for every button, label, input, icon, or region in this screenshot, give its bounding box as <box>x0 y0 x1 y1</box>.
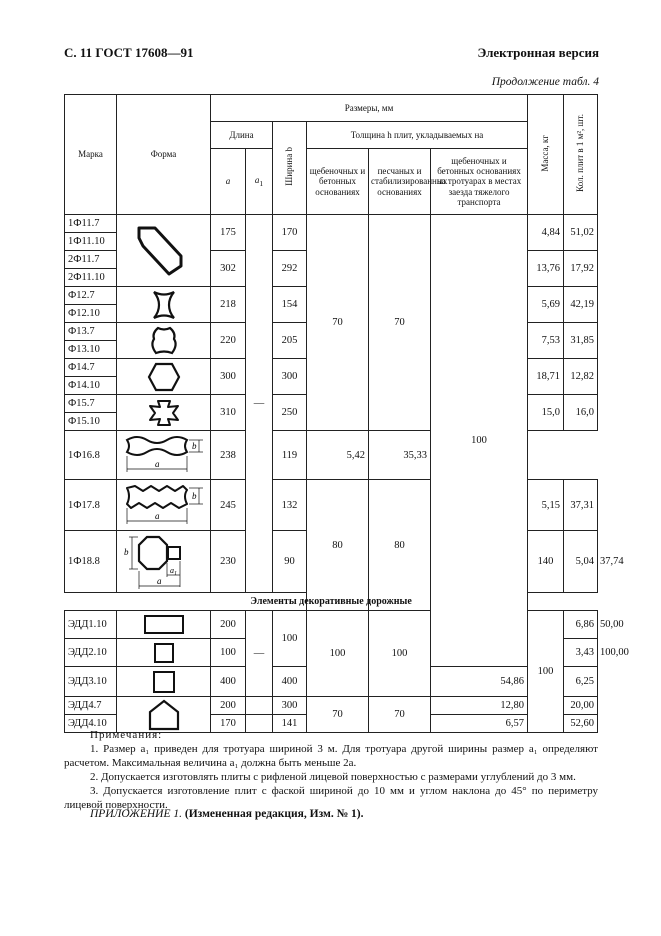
cell-h1: 100 <box>307 611 369 697</box>
shape-f18-figure <box>117 531 211 593</box>
edd3-square-icon <box>151 669 177 695</box>
cell-massa: 15,0 <box>528 395 564 431</box>
f14-hexagon-icon <box>144 361 184 393</box>
row-mark: Ф14.7 <box>65 359 117 377</box>
cell-kol: 42,19 <box>564 287 598 323</box>
header-kol: Кол. плит в 1 м², шт. <box>564 95 598 215</box>
cell-a1-dash: — <box>246 215 273 593</box>
cell-h1b: 70 <box>307 697 369 733</box>
row-mark: Ф12.7 <box>65 287 117 305</box>
cell-a: 302 <box>211 251 246 287</box>
row-mark: ЭДД3.10 <box>65 667 117 697</box>
cell-a1: 90 <box>273 531 307 593</box>
edd2-square-icon <box>152 641 176 665</box>
appendix-note <box>90 808 364 820</box>
header-shirina: Ширина b <box>273 122 307 215</box>
row-mark: Ф12.10 <box>65 305 117 323</box>
cell-massa: 12,80 <box>431 697 528 715</box>
cell-h1b: 80 <box>307 480 369 611</box>
dim-a1-label: $a_1$ <box>169 565 177 577</box>
f15-shape-icon <box>144 397 184 429</box>
section-title: Элементы декоративные дорожные <box>65 593 598 611</box>
row-mark: Ф13.7 <box>65 323 117 341</box>
cell-a: 200 <box>211 697 246 715</box>
dim-b-label: b <box>191 491 196 501</box>
cell-massa: 3,43 <box>564 639 598 667</box>
row-mark: ЭДД1.10 <box>65 611 117 639</box>
cell-kol: 31,85 <box>564 323 598 359</box>
dim-a-label: a <box>156 575 161 586</box>
header-shcheb-beton: щебеночных и бетонных основаниях <box>307 149 369 215</box>
cell-a: 170 <box>211 715 246 733</box>
cell-massa: 18,71 <box>528 359 564 395</box>
f11-shape-icon <box>129 220 199 282</box>
header-razmery: Размеры, мм <box>211 95 528 122</box>
header-shcheb-trotuar: щебеночных и бетонных основаниях на тротуарах в местах заезда тяжелого транспорта <box>431 149 528 215</box>
header-peschanye: песчаных и стабилизированных основаниях <box>369 149 431 215</box>
row-mark: ЭДД4.7 <box>65 697 117 715</box>
cell-a1-empty <box>246 697 273 715</box>
header-marka: Марка <box>65 95 117 215</box>
shape-edd3-figure <box>117 667 211 697</box>
cell-kol: 17,92 <box>564 251 598 287</box>
row-mark: Ф15.10 <box>65 413 117 431</box>
row-mark: Ф14.10 <box>65 377 117 395</box>
cell-massa: 6,57 <box>431 715 528 733</box>
dim-b-label: b <box>123 546 128 557</box>
cell-a: 200 <box>211 611 246 639</box>
table-continuation-label: Продолжение табл. 4 <box>491 76 599 88</box>
cell-a1-dash: — <box>246 611 273 697</box>
cell-b: 132 <box>273 480 307 531</box>
f18-octagon-shape-icon <box>121 533 207 591</box>
cell-a: 175 <box>211 215 246 251</box>
appendix-bold: (Измененная редакция, Изм. № 1). <box>184 808 364 820</box>
cell-massa: 5,69 <box>528 287 564 323</box>
notes-block <box>64 728 598 812</box>
notes-title: Примечания: <box>90 729 163 741</box>
cell-kol: 6,25 <box>564 667 598 697</box>
cell-a: 220 <box>211 323 246 359</box>
header-tolshchina: Толщина h плит, укладываемых на <box>307 122 528 149</box>
shape-edd1-figure <box>117 611 211 639</box>
cell-h3: 100 <box>528 611 564 733</box>
cell-a: 400 <box>211 667 246 697</box>
row-mark: ЭДД2.10 <box>65 639 117 667</box>
note-1: 1. Размер a₁ приведен для тротуара шириной 3 м. Для тротуара другой ширины размер a₁ определяют расчетом. Максимальная величина a₁ должна быть меньше 2a. <box>64 743 598 769</box>
shape-edd2-figure <box>117 639 211 667</box>
cell-massa: 5,04 <box>564 531 598 593</box>
cell-massa: 6,86 <box>564 611 598 639</box>
f17-shape-icon <box>121 482 207 528</box>
row-mark: 1Ф18.8 <box>65 531 117 593</box>
cell-h2: 100 <box>369 611 431 697</box>
dimensions-table: Марка Форма Размеры, мм Масса, кг Кол. плит в 1 м², шт. Длина Ширина b Толщина h плит, укладываемых на a $a_1$ щебеночных и бетонных основаниях песчаных и стабилизированных основаниях щебеночных и бетонных основаниях на тротуарах в местах заезда тяжелого транспорта 1Ф11.7 175 — 170 70 70 100 4,84 51,02 1Ф11.10 2Ф11.7 302 292 13,76 17,92 2Ф11.10 Ф12.7 218 154 5,69 42,19 Ф12.10 Ф13.7 220 205 7,53 31,85 Ф13.10 Ф14.7 300 300 18,71 12,82 Ф14.10 Ф15.7 310 250 15,0 16,0 Ф15.10 1Ф16.8 b a 238 119 5,42 35,33 1Ф17.8 b a 245 132 80 80 5,15 37,31 1Ф18.8 b $a_1$ a 230 90 140 5,04 37,74 Элементы декоративные дорожные ЭДД1.10 200 — 100 100 100 100 6,86 50,00 ЭДД2.10 100 3,43 100,00 ЭДД3.10 400 400 54,86 6,25 ЭДД4.7 200 300 70 70 12,80 20,00 ЭДД4.10 170 141 6,57 52,60 <box>64 94 598 733</box>
cell-b: 300 <box>273 697 307 715</box>
cell-a: 238 <box>211 431 246 480</box>
cell-kol: 16,0 <box>564 395 598 431</box>
dim-a-label: a <box>154 459 159 469</box>
cell-a: 218 <box>211 287 246 323</box>
note-3: 3. Допускается изготовление плит с фаской шириной до 10 мм и углом наклона до 45° по периметру лицевой поверхности. <box>64 785 598 811</box>
shape-f15-figure <box>117 395 211 431</box>
cell-b: 154 <box>273 287 307 323</box>
cell-kol: 52,60 <box>564 715 598 733</box>
cell-b: 170 <box>273 215 307 251</box>
shape-f11-figure <box>117 215 211 287</box>
edd4-pentagon-icon <box>144 698 184 732</box>
header-a: a <box>211 149 246 215</box>
edd1-rectangle-icon <box>141 613 187 637</box>
row-mark: 1Ф16.8 <box>65 431 117 480</box>
row-mark: ЭДД4.10 <box>65 715 117 733</box>
header-a1: $a_1$ <box>246 149 273 215</box>
note-2: 2. Допускается изготовлять плиты с рифленой лицевой поверхностью с размерами углублений до 3 мм. <box>90 771 576 783</box>
cell-h2b: 80 <box>369 480 431 611</box>
page-header-left: С. 11 ГОСТ 17608—91 <box>64 45 194 60</box>
cell-massa: 5,42 <box>307 431 369 480</box>
header-forma: Форма <box>117 95 211 215</box>
cell-b: 100 <box>273 611 307 667</box>
f13-shape-icon <box>144 325 184 357</box>
page-header-right: Электронная версия <box>477 45 599 60</box>
shape-f16-figure <box>117 431 211 480</box>
cell-b: 292 <box>273 251 307 287</box>
shape-f13-figure <box>117 323 211 359</box>
row-mark: 2Ф11.10 <box>65 269 117 287</box>
row-mark: 2Ф11.7 <box>65 251 117 269</box>
cell-h1: 70 <box>307 215 369 431</box>
cell-b: 400 <box>273 667 307 697</box>
cell-massa: 13,76 <box>528 251 564 287</box>
row-mark: Ф15.7 <box>65 395 117 413</box>
shape-f17-figure <box>117 480 211 531</box>
cell-massa: 5,15 <box>528 480 564 531</box>
cell-kol: 20,00 <box>564 697 598 715</box>
cell-b: 141 <box>273 715 307 733</box>
cell-massa: 54,86 <box>431 667 528 697</box>
shape-f12-figure <box>117 287 211 323</box>
cell-a: 245 <box>211 480 246 531</box>
cell-a: 300 <box>211 359 246 395</box>
shape-f14-figure <box>117 359 211 395</box>
cell-kol: 35,33 <box>369 431 431 480</box>
cell-a: 310 <box>211 395 246 431</box>
cell-massa: 7,53 <box>528 323 564 359</box>
f12-shape-icon <box>144 289 184 321</box>
appendix-italic: ПРИЛОЖЕНИЕ 1. <box>90 808 182 820</box>
row-mark: Ф13.10 <box>65 341 117 359</box>
cell-kol: 37,31 <box>564 480 598 531</box>
row-mark: 1Ф11.10 <box>65 233 117 251</box>
header-dlina: Длина <box>211 122 273 149</box>
f16-wavy-shape-icon <box>121 432 207 478</box>
cell-massa: 4,84 <box>528 215 564 251</box>
cell-b: 205 <box>273 323 307 359</box>
header-massa: Масса, кг <box>528 95 564 215</box>
row-mark: 1Ф17.8 <box>65 480 117 531</box>
cell-kol: 51,02 <box>564 215 598 251</box>
cell-h2b: 70 <box>369 697 431 733</box>
cell-a: 230 <box>211 531 246 593</box>
cell-a: 100 <box>211 639 246 667</box>
cell-b: 140 <box>528 531 564 593</box>
cell-b: 250 <box>273 395 307 431</box>
cell-kol: 12,82 <box>564 359 598 395</box>
cell-h3: 100 <box>431 215 528 667</box>
cell-h2: 70 <box>369 215 431 431</box>
cell-b: 300 <box>273 359 307 395</box>
cell-b: 119 <box>273 431 307 480</box>
dim-a-label: a <box>154 511 159 521</box>
row-mark: 1Ф11.7 <box>65 215 117 233</box>
dim-b-label: b <box>191 441 196 451</box>
